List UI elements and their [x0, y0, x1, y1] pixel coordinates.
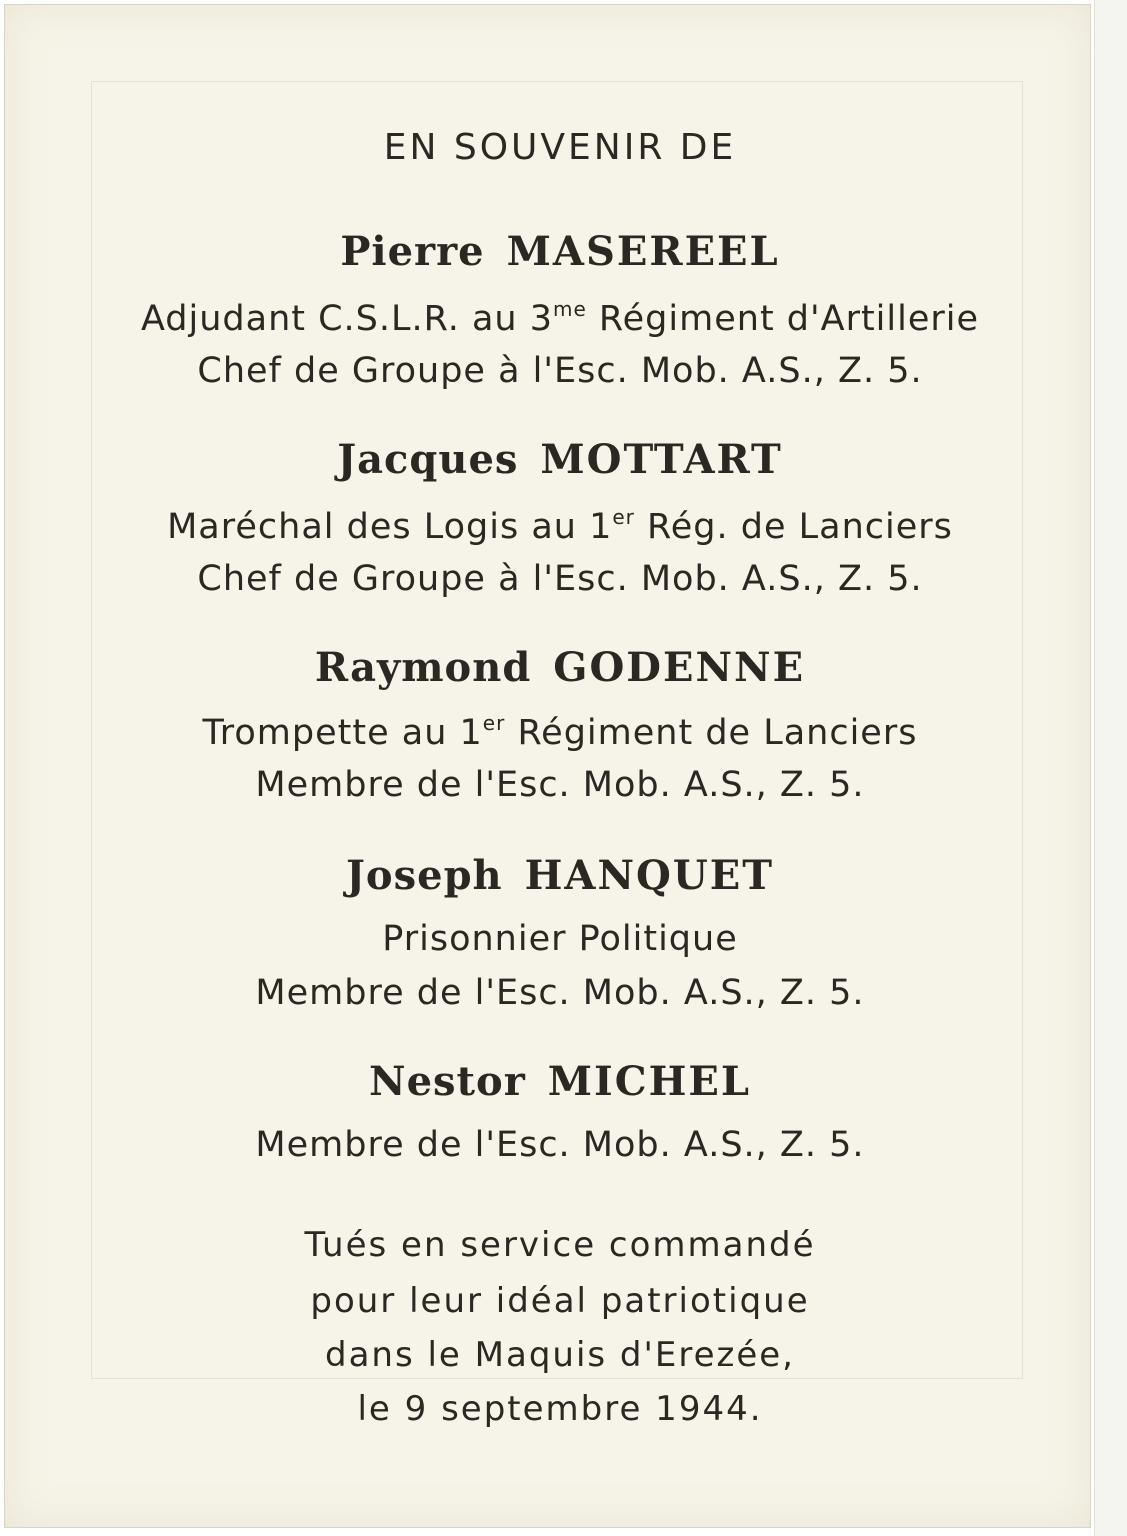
- surname: MASEREEL: [506, 228, 780, 275]
- first-name: Jacques: [337, 436, 519, 483]
- rank-text: Maréchal des Logis au 1: [167, 507, 613, 547]
- surname: GODENNE: [553, 644, 806, 691]
- person-name: [0, 1056, 1120, 1108]
- rank-text-cont: Régiment de Lanciers: [505, 713, 918, 753]
- ordinal-suffix: er: [482, 711, 506, 735]
- person-name: [0, 434, 1120, 486]
- person-name: [0, 226, 1120, 278]
- person-rank-line: [0, 710, 1120, 756]
- rank-text-cont: Régiment d'Artillerie: [586, 299, 980, 339]
- person-rank-line: [0, 504, 1120, 550]
- person-name: [0, 850, 1120, 902]
- first-name: Joseph: [346, 852, 503, 899]
- person-unit-line: Chef de Groupe à l'Esc. Mob. A.S., Z. 5.: [197, 559, 923, 599]
- surname: HANQUET: [524, 852, 774, 899]
- rank-text: Trompette au 1: [202, 713, 483, 753]
- person-status-line: Prisonnier Politique: [382, 919, 738, 959]
- footer-date: le 9 septembre 1944.: [357, 1389, 763, 1429]
- heading: EN SOUVENIR DE: [383, 127, 737, 168]
- person-unit-line: Membre de l'Esc. Mob. A.S., Z. 5.: [255, 765, 865, 805]
- person-rank-line: [0, 296, 1120, 342]
- surname: MICHEL: [547, 1058, 751, 1105]
- first-name: Raymond: [314, 644, 532, 691]
- ordinal-suffix: er: [612, 505, 635, 529]
- person-name: [0, 642, 1120, 694]
- surname: MOTTART: [540, 436, 783, 483]
- person-unit-line: Membre de l'Esc. Mob. A.S., Z. 5.: [255, 973, 865, 1013]
- rank-text-cont: Rég. de Lanciers: [634, 507, 953, 547]
- first-name: Pierre: [340, 228, 485, 275]
- person-unit-line: Membre de l'Esc. Mob. A.S., Z. 5.: [255, 1125, 865, 1165]
- footer-line: dans le Maquis d'Erezée,: [325, 1335, 795, 1375]
- ordinal-suffix: me: [552, 297, 587, 321]
- person-unit-line: Chef de Groupe à l'Esc. Mob. A.S., Z. 5.: [197, 351, 923, 391]
- first-name: Nestor: [369, 1058, 526, 1105]
- rank-text: Adjudant C.S.L.R. au 3: [140, 299, 553, 339]
- footer-line: Tués en service commandé: [304, 1225, 816, 1265]
- footer-line: pour leur idéal patriotique: [310, 1281, 810, 1321]
